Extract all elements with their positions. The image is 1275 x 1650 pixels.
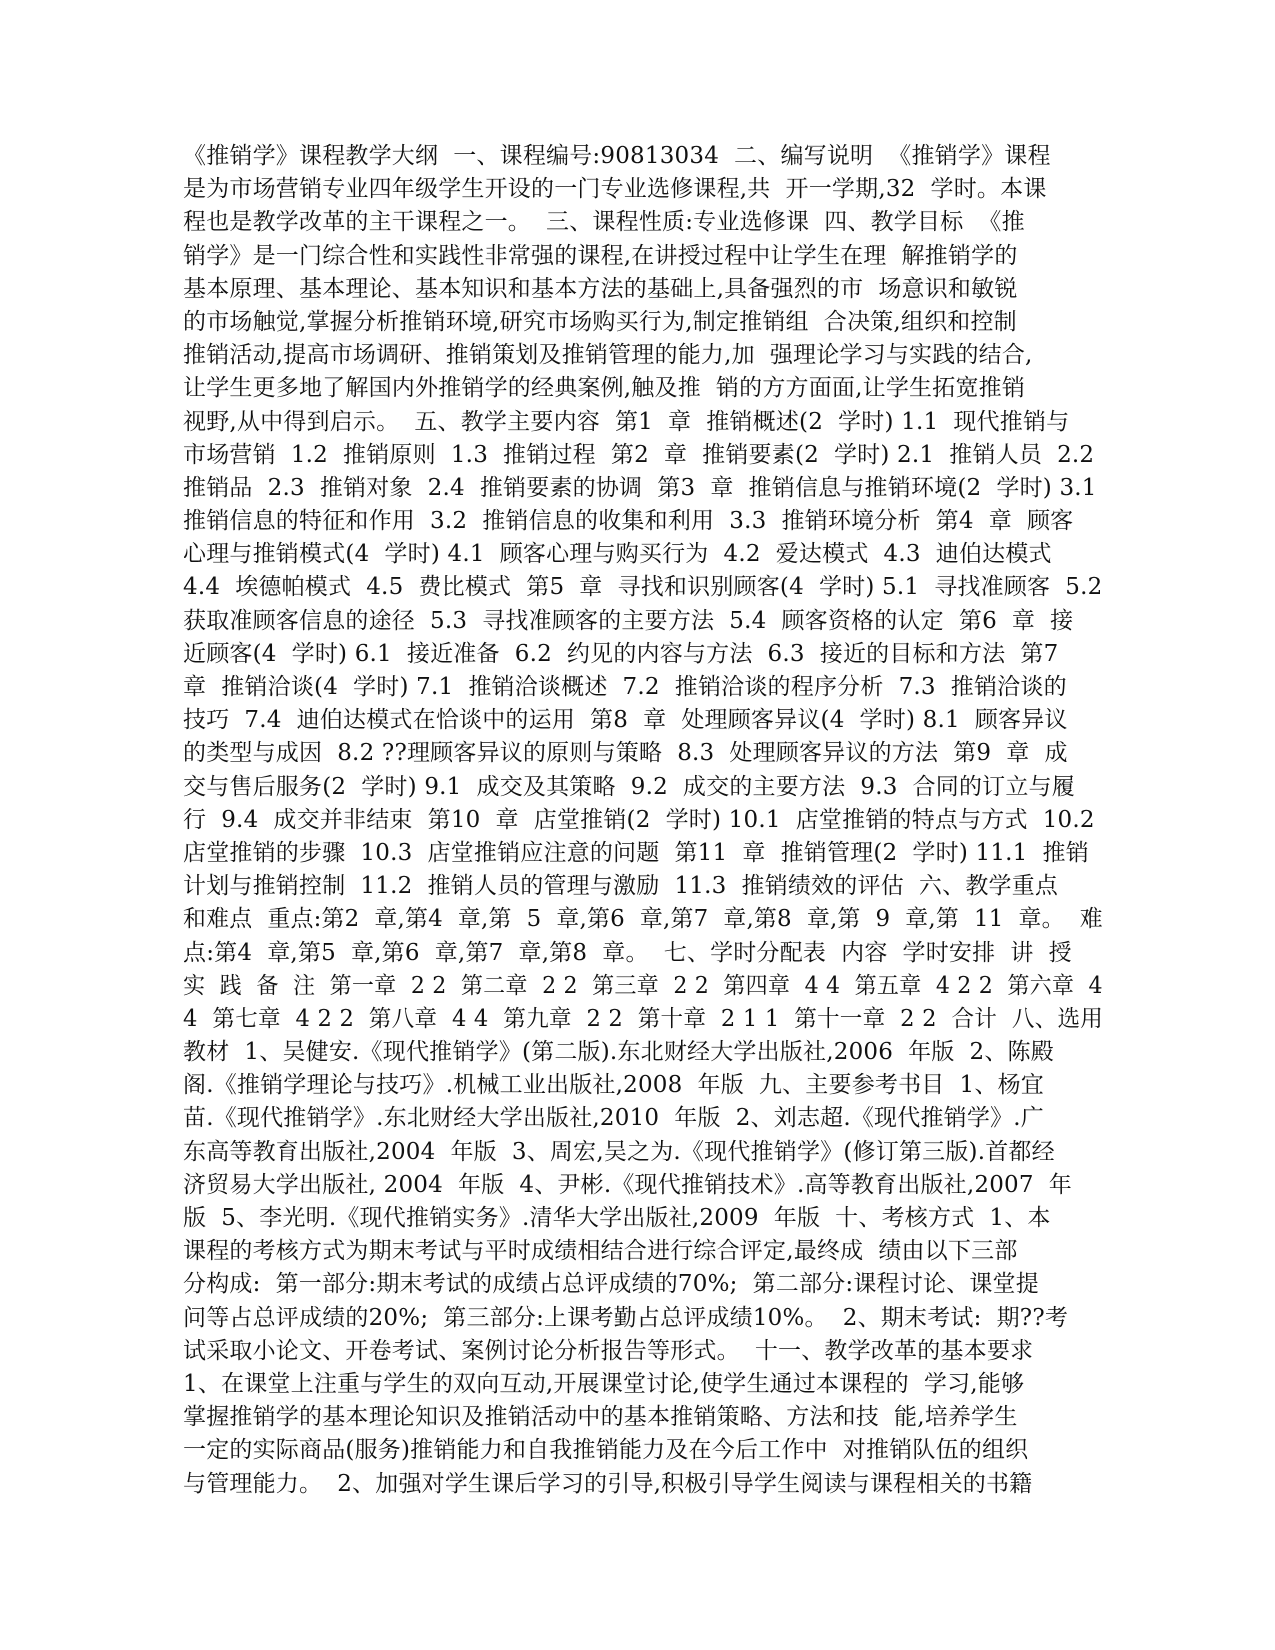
text-line: 1、在课堂上注重与学生的双向互动,开展课堂讨论,使学生通过本课程的 学习,能够: [183, 1370, 1025, 1397]
text-line: 推销品 2.3 推销对象 2.4 推销要素的协调 第3 章 推销信息与推销环境(2 学时) 3.1: [183, 474, 1097, 501]
text-line: 教材 1、吴健安.《现代推销学》(第二版).东北财经大学出版社,2006 年版 2、陈殿: [183, 1039, 1054, 1066]
text-line: 与管理能力。 2、加强对学生课后学习的引导,积极引导学生阅读与课程相关的书籍: [183, 1470, 1033, 1497]
text-line: 店堂推销的步骤 10.3 店堂推销应注意的问题 第11 章 推销管理(2 学时) 11.1 推销: [183, 839, 1089, 866]
text-line: 行 9.4 成交并非结束 第10 章 店堂推销(2 学时) 10.1 店堂推销的特点与方式 10.2: [183, 806, 1095, 833]
text-line: 掌握推销学的基本理论知识及推销活动中的基本推销策略、方法和技 能,培养学生: [183, 1404, 1018, 1431]
text-line: 问等占总评成绩的20%; 第三部分:上课考勤占总评成绩10%。 2、期末考试: 期??考: [183, 1304, 1069, 1331]
text-line: 交与售后服务(2 学时) 9.1 成交及其策略 9.2 成交的主要方法 9.3 合同的订立与履: [183, 773, 1075, 800]
text-line: 视野,从中得到启示。 五、教学主要内容 第1 章 推销概述(2 学时) 1.1 现代推销与: [183, 408, 1070, 435]
text-line: 是为市场营销专业四年级学生开设的一门专业选修课程,共 开一学期,32 学时。本课: [183, 176, 1047, 203]
text-line: 推销活动,提高市场调研、推销策划及推销管理的能力,加 强理论学习与实践的结合,: [183, 342, 1033, 369]
text-line: 让学生更多地了解国内外推销学的经典案例,触及推 销的方方面面,让学生拓宽推销: [183, 375, 1026, 402]
text-line: 基本原理、基本理论、基本知识和基本方法的基础上,具备强烈的市 场意识和敏锐: [183, 275, 1018, 302]
text-line: 济贸易大学出版社, 2004 年版 4、尹彬.《现代推销技术》.高等教育出版社,2007 年: [183, 1171, 1072, 1198]
text-line: 推销信息的特征和作用 3.2 推销信息的收集和利用 3.3 推销环境分析 第4 章 顾客: [183, 508, 1074, 535]
text-line: 版 5、李光明.《现代推销实务》.清华大学出版社,2009 年版 十、考核方式 1、本: [183, 1205, 1051, 1231]
text-line: 一定的实际商品(服务)推销能力和自我推销能力及在今后工作中 对推销队伍的组织: [183, 1437, 1029, 1464]
text-line: 技巧 7.4 迪伯达模式在恰谈中的运用 第8 章 处理顾客异议(4 学时) 8.1 顾客异议: [183, 707, 1068, 734]
text-line: 实 践 备 注 第一章 2 2 第二章 2 2 第三章 2 2 第四章 4 4 第五章 4 2 2 第六章 4: [183, 972, 1103, 999]
text-line: 东高等教育出版社,2004 年版 3、周宏,吴之为.《现代推销学》(修订第三版).首都经: [183, 1138, 1055, 1165]
text-line: 心理与推销模式(4 学时) 4.1 顾客心理与购买行为 4.2 爱达模式 4.3 迪伯达模式: [183, 541, 1052, 568]
text-line: 销学》是一门综合性和实践性非常强的课程,在讲授过程中让学生在理 解推销学的: [183, 242, 1018, 269]
text-line: 的类型与成因 8.2 ??理顾客异议的原则与策略 8.3 处理顾客异议的方法 第9 章 成: [183, 740, 1068, 767]
text-line: 章 推销洽谈(4 学时) 7.1 推销洽谈概述 7.2 推销洽谈的程序分析 7.3 推销洽谈的: [183, 674, 1067, 700]
text-line: 阁.《推销学理论与技巧》.机械工业出版社,2008 年版 九、主要参考书目 1、杨宜: [183, 1072, 1044, 1099]
text-line: 分构成: 第一部分:期末考试的成绩占总评成绩的70%; 第二部分:课程讨论、课堂提: [183, 1271, 1039, 1298]
text-line: 近顾客(4 学时) 6.1 接近准备 6.2 约见的内容与方法 6.3 接近的目标和方法 第7: [183, 640, 1059, 667]
text-line: 苗.《现代推销学》.东北财经大学出版社,2010 年版 2、刘志超.《现代推销学》.广: [183, 1105, 1044, 1132]
text-line: 4 第七章 4 2 2 第八章 4 4 第九章 2 2 第十章 2 1 1 第十一章 2 2 合计 八、选用: [183, 1005, 1104, 1032]
text-line: 获取准顾客信息的途径 5.3 寻找准顾客的主要方法 5.4 顾客资格的认定 第6 章 接: [183, 607, 1074, 634]
text-line: 的市场触觉,掌握分析推销环境,研究市场购买行为,制定推销组 合决策,组织和控制: [183, 308, 1017, 335]
text-line: 和难点 重点:第2 章,第4 章,第 5 章,第6 章,第7 章,第8 章,第 9 章,第 11 章。 难: [183, 906, 1103, 933]
text-line: 计划与推销控制 11.2 推销人员的管理与激励 11.3 推销绩效的评估 六、教学重点: [183, 873, 1059, 900]
text-line: 试采取小论文、开卷考试、案例讨论分析报告等形式。 十一、教学改革的基本要求: [183, 1337, 1034, 1364]
text-line: 4.4 埃德帕模式 4.5 费比模式 第5 章 寻找和识别顾客(4 学时) 5.1 寻找准顾客 5.2: [183, 574, 1103, 601]
text-line: 课程的考核方式为期末考试与平时成绩相结合进行综合评定,最终成 绩由以下三部: [183, 1238, 1018, 1265]
text-line: 《推销学》课程教学大纲 一、课程编号:90813034 二、编写说明 《推销学》课程: [183, 143, 1051, 169]
syllabus-text: [183, 140, 1103, 1501]
text-line: 市场营销 1.2 推销原则 1.3 推销过程 第2 章 推销要素(2 学时) 2.1 推销人员 2.2: [183, 441, 1095, 468]
text-line: 点:第4 章,第5 章,第6 章,第7 章,第8 章。 七、学时分配表 内容 学时安排 讲 授: [183, 939, 1072, 966]
text-line: 程也是教学改革的主干课程之一。 三、课程性质:专业选修课 四、教学目标 《推: [183, 209, 1025, 236]
